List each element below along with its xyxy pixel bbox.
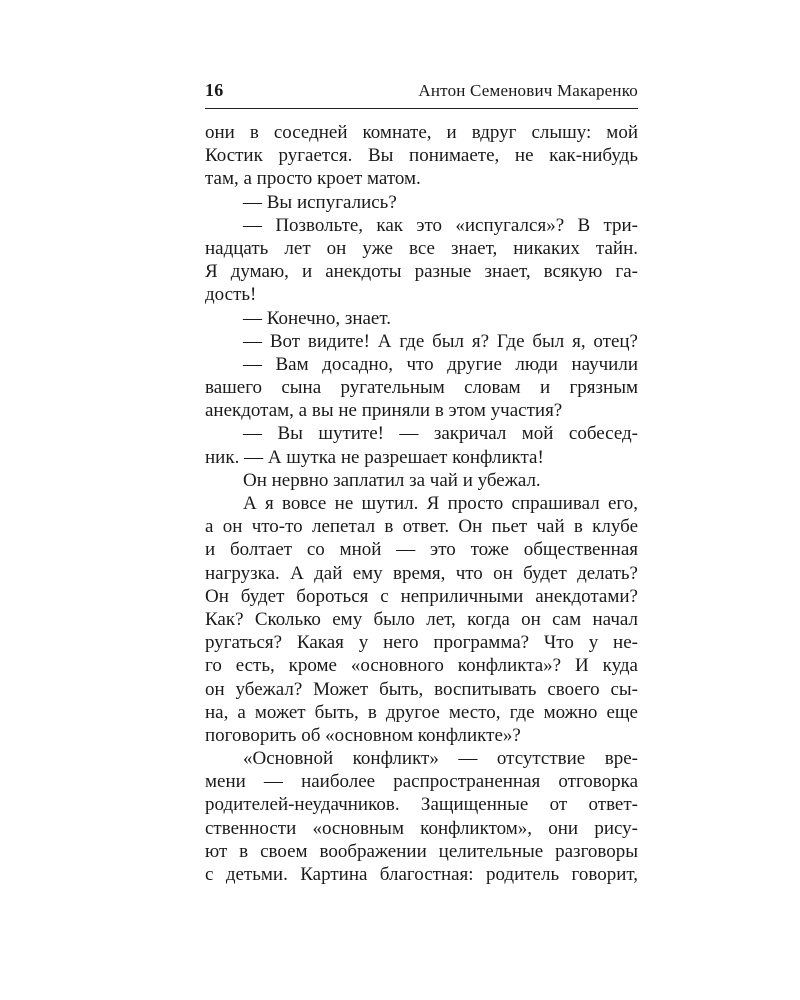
text-line: там, а просто кроет матом. <box>205 168 421 190</box>
text-line: «Основной конфликт» — отсутствие вре- <box>243 748 638 770</box>
text-line: Он будет бороться с неприличными анекдотами? <box>205 585 638 607</box>
text-line: Костик ругается. Вы понимаете, не как-нибудь <box>205 145 638 167</box>
text-line: с детьми. Картина благостная: родитель говорит, <box>205 864 638 885</box>
text-line: он убежал? Может быть, воспитывать своего сы- <box>205 678 638 700</box>
text-line: поговорить об «основном конфликте»? <box>205 724 521 746</box>
text-line: дость! <box>205 284 257 306</box>
header-rule <box>205 108 638 109</box>
text-line: — Позвольте, как это «испугался»? В три- <box>243 214 638 236</box>
text-line: вашего сына ругательным словам и грязным <box>205 377 638 399</box>
text-line: Я думаю, и анекдоты разные знает, всякую га- <box>205 261 638 283</box>
page-number: 16 <box>205 80 224 100</box>
text-line: ют в своем воображении целительные разговоры <box>205 840 638 862</box>
text-line: — Вот видите! А где был я? Где был я, отец? <box>243 330 638 352</box>
text-line: — Вам досадно, что другие люди научили <box>243 353 638 375</box>
text-line: — Вы шутите! — закричал мой собесед- <box>243 423 638 445</box>
book-page <box>205 80 638 886</box>
text-line: Как? Сколько ему было лет, когда он сам начал <box>205 608 638 630</box>
text-line: на, а может быть, в другое место, где можно еще <box>205 701 638 723</box>
text-line: ник. — А шутка не разрешает конфликта! <box>205 446 544 468</box>
text-line: ругаться? Какая у него программа? Что у не- <box>205 632 638 654</box>
text-line: А я вовсе не шутил. Я просто спрашивал его, <box>243 493 638 514</box>
text-line: они в соседней комнате, и вдруг слышу: мой <box>205 122 638 143</box>
text-line: — Вы испугались? <box>243 191 397 213</box>
text-line: а он что-то лепетал в ответ. Он пьет чай в клубе <box>205 516 638 538</box>
text-line: надцать лет он уже все знает, никаких тайн. <box>205 237 638 259</box>
text-line: нагрузка. А дай ему время, что он будет делать? <box>205 562 638 584</box>
running-title: Антон Семенович Макаренко <box>418 81 638 100</box>
text-line: мени — наиболее распространенная отговорка <box>205 771 638 793</box>
text-line: анекдотам, а вы не приняли в этом участия? <box>205 400 563 422</box>
text-line: Он нервно заплатил за чай и убежал. <box>243 469 541 491</box>
body-text <box>205 121 638 886</box>
text-line: родителей-неудачников. Защищенные от ответ- <box>205 794 638 816</box>
text-line: — Конечно, знает. <box>243 307 391 329</box>
text-line: ственности «основным конфликтом», они рису- <box>205 817 638 839</box>
text-line: и болтает со мной — это тоже общественная <box>205 539 638 561</box>
running-head <box>205 80 638 106</box>
text-line: го есть, кроме «основного конфликта»? И куда <box>205 655 638 677</box>
